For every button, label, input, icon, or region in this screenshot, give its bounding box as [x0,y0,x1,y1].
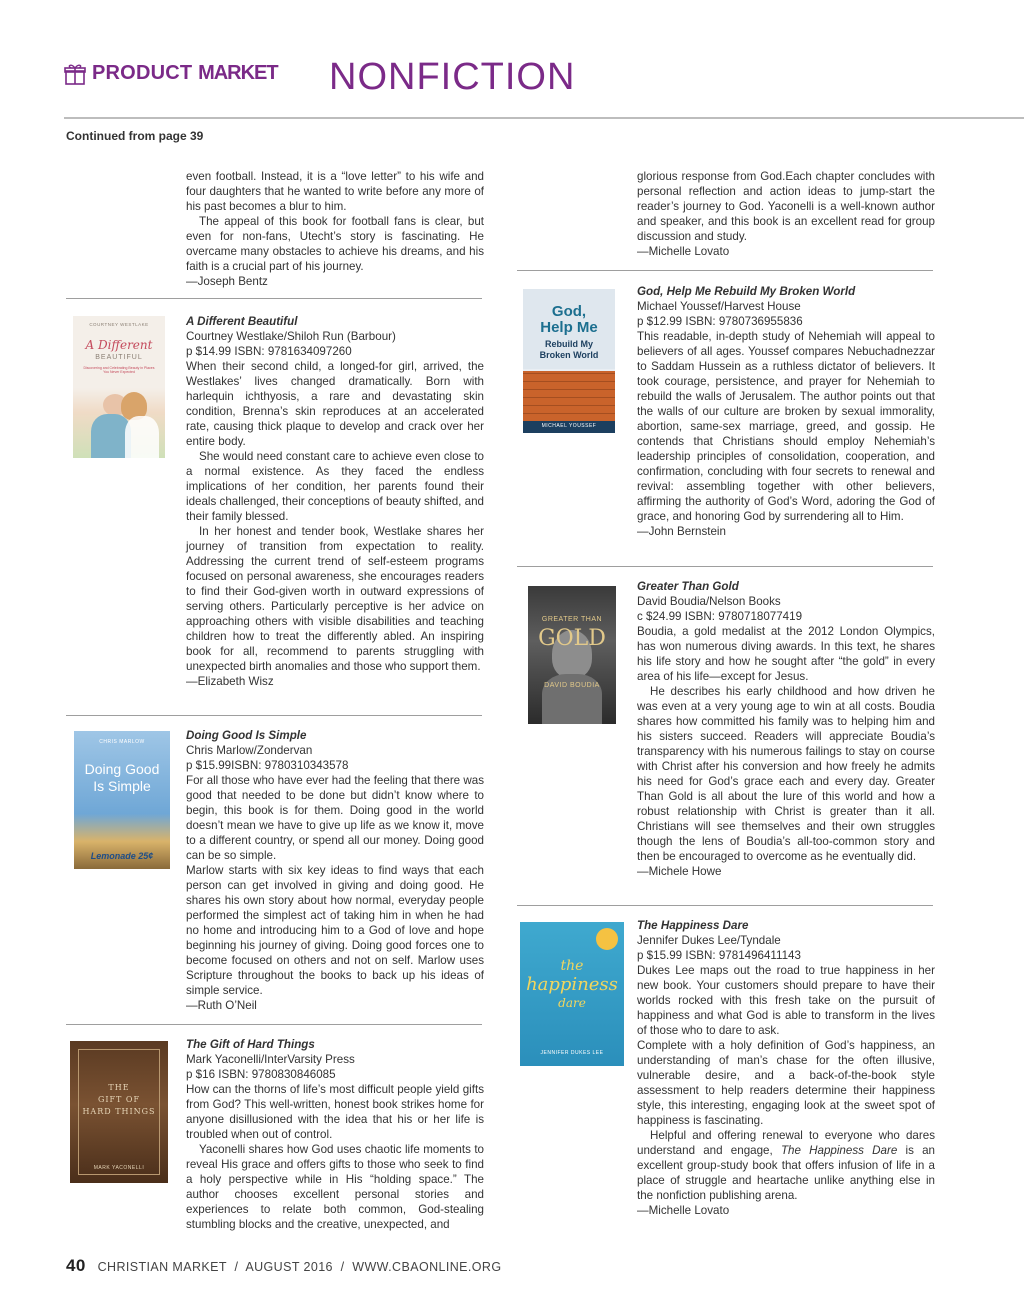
section-title: NONFICTION [329,56,576,98]
cover-title: GREATER THAN [541,616,603,623]
page-footer [66,1256,501,1276]
review-paragraph: glorious response from God.Each chapter concludes with personal reflection and action ideas to jump-start the reader’s journey to God. Yaconelli is a well-known author and speaker, and this book is an excellent read for group discussion and study. [637,170,935,243]
cover-title: Rebuild My [544,339,593,349]
reviewer-byline: —Elizabeth Wisz [186,675,274,688]
reviewer-byline: —Michelle Lovato [637,1204,730,1217]
review-paragraph: When their second child, a longed-for girl, arrived, the Westlakes’ lives changed dramatically. Born with harlequin ichthyosis, a rare and devastating skin condition, Brenna’s skin reproduces at an accelerated rate, causing thick plaque to develop and crack over her entire body. [186,360,484,448]
book-cover-god-help-me-rebuild [523,289,615,433]
brand-product: PRODUCT [92,62,193,84]
reviewer-byline: —Michele Howe [637,865,722,878]
review-paragraph: Marlow starts with six key ideas to find ways that each person can get involved in giving and doing good. He shares his own story about how normal, everyday people performed the simplest act of taking him in when he had no home and introducing him to a God of love and hope beginning his journey of giving. Doing good forces one to become focused on others and not on self. Marlow uses Scripture throughout the books to back up his ideas of simple service. [186,864,484,997]
book-price-isbn: p $15.99 ISBN: 9781496411143 [637,949,801,962]
left-intro-review [186,169,484,289]
book-cover-greater-than-gold [528,586,616,724]
book-price-isbn: p $14.99 ISBN: 9781634097260 [186,345,352,358]
cover-title: Broken World [539,350,599,360]
cover-title: GOLD [538,626,606,651]
book-price-isbn: p $15.99ISBN: 9780310343578 [186,759,349,772]
book-author-publisher: Mark Yaconelli/InterVarsity Press [186,1053,355,1066]
text-run-italic: The Happiness Dare [780,1144,898,1157]
cover-title: Is Simple [93,778,151,794]
cover-author: CHRIS MARLOW [99,739,145,745]
reviewer-byline: —John Bernstein [637,525,726,538]
cover-title: the [560,958,584,974]
cover-photo [73,388,165,458]
book-price-isbn: p $16 ISBN: 9780830846085 [186,1068,336,1081]
divider [517,566,933,567]
cover-title: God, [551,303,587,320]
review-paragraph: This readable, in-depth study of Nehemiah will appeal to believers of all ages. Youssef compares Nebuchadnezzar to Saddam Hussein as a ruthless dictator of believers. It took courage, persistence, and prayer for Nehemiah to rebuild the walls of Jerusalem. The author points out that the walls of our culture are broken by sexual immorality, abortion, same-sex marriage, greed, and gossip. He contends that Christians should employ Nehemiah’s leadership principles of consolidation, cooperation, and confirmation, concluding with four secrets to renewal and revival: assembling together with other believers, affirming the authority of God’s Word, adoring the God of grace, and honoring God by surrendering all to Him. [637,330,935,523]
reviewer-byline: —Michelle Lovato [637,245,730,258]
review-paragraph: In her honest and tender book, Westlake shares her journey of transition from expectation to reality. Addressing the current trend of self-esteem programs focused on personal awareness, she encourages readers to find their God-given worth in outward expressions of serving others. Particularly perceptive is her advice on approaching others with visible disabilities and teaching children how to treat the differently abled. An inspiring book for all, recommend to parents struggling with unexpected birth anomalies and those who support them. [186,525,484,673]
review-paragraph: Yaconelli shares how God uses chaotic life moments to reveal His grace and offers gifts to those who seek to find a holy perspective while in His “holding space.” The author chooses excellent personal stories and experiences to relate both common, God-stealing stumbling blocks and the creative, unexpected, and [186,1143,484,1231]
review-paragraph: even football. Instead, it is a “love letter” to his wife and four daughters that he wanted to write before any more of his past becomes a blur to him. [186,170,484,213]
header-divider [64,117,1024,119]
book-review-the-happiness-dare [637,918,935,1218]
book-author-publisher: Jennifer Dukes Lee/Tyndale [637,934,781,947]
right-intro-review [637,169,935,259]
cover-author: MARK YACONELLI [93,1165,145,1171]
review-paragraph [637,1128,935,1203]
book-cover-doing-good-is-simple [74,731,170,869]
cover-subtitle: Discovering and Celebrating Beauty in Places You Never Expected [83,366,155,374]
cover-author: COURTNEY WESTLAKE [89,322,149,327]
footer-text: CHRISTIAN MARKET / AUGUST 2016 / WWW.CBAONLINE.ORG [97,1260,502,1274]
book-title: The Happiness Dare [637,919,749,932]
cover-title: happiness [526,974,618,995]
divider [66,715,482,716]
book-cover-the-happiness-dare [520,922,624,1066]
brand-market: MARKET [198,62,278,84]
cover-title: GIFT OF [97,1095,141,1104]
cover-title: Help Me [540,319,598,336]
divider [517,905,933,906]
review-paragraph: Boudia, a gold medalist at the 2012 London Olympics, has won numerous diving awards. In this text, he shares his life story and how he sought after “the gold” in every area of his life—except for Jesus. [637,625,935,683]
book-title: Greater Than Gold [637,580,739,593]
review-paragraph: She would need constant care to achieve even close to a normal existence. As they faced the endless implications of her condition, her parents found their ideals challenged, their conceptions of beauty shifted, and their family blessed. [186,450,484,523]
cover-title: THE [108,1083,130,1092]
cover-sign: Lemonade 25¢ [90,851,154,861]
book-title: The Gift of Hard Things [186,1038,315,1051]
cover-title: Doing Good [84,761,160,777]
gift-icon [64,63,86,85]
book-author-publisher: Courtney Westlake/Shiloh Run (Barbour) [186,330,396,343]
review-paragraph: Complete with a holy definition of God’s happiness, an understanding of man’s chase for the often illusive, vulnerable desire, and a back-of-the-book style assessment to help readers determine their happiness style, this interesting, engaging look at the sweet spot of happiness is fascinating. [637,1039,935,1127]
review-paragraph: How can the thorns of life’s most difficult people yield gifts from God? This well-written, honest book strikes home for anyone disillusioned with the idea that his or her life is troubled when out of control. [186,1083,484,1141]
review-paragraph: For all those who have ever had the feeling that there was good that needed to be done but didn’t know where to begin, this book is for them. Doing good in the world doesn’t mean we have to give up life as we know it, move to a different country, or spend all our money. Doing good can be so simple. [186,774,484,862]
cover-author: MICHAEL YOUSSEF [541,423,597,429]
book-title: God, Help Me Rebuild My Broken World [637,285,856,298]
book-review-the-gift-of-hard-things [186,1037,484,1232]
divider [517,270,933,271]
text-run: Helpful and offering renewal to everyone who dares understand and engage, [637,1129,935,1157]
page-number: 40 [66,1256,86,1275]
page-header [64,56,1024,96]
cover-author: DAVID BOUDIA [544,682,600,689]
book-cover-a-different-beautiful [73,316,165,458]
book-review-doing-good-is-simple [186,728,484,1013]
review-paragraph: Dukes Lee maps out the road to true happiness in her new book. Your customers should prepare to have their worlds rocked with this fresh take on the pursuit of happiness and what God is able to transform in the lives of those who to dare to ask. [637,964,935,1037]
book-review-god-help-me-rebuild [637,284,935,539]
reviewer-byline: —Joseph Bentz [186,275,268,288]
book-review-greater-than-gold [637,579,935,879]
review-paragraph: The appeal of this book for football fans is clear, but even for non-fans, Utecht’s story is fascinating. He overcame many obstacles to achieve his dreams, and his faith is a crucial part of his journey. [186,215,484,273]
cover-title: A Different [85,338,153,352]
book-price-isbn: c $24.99 ISBN: 9780718077419 [637,610,803,623]
book-author-publisher: David Boudia/Nelson Books [637,595,781,608]
cover-title: HARD THINGS [82,1107,156,1116]
book-author-publisher: Michael Youssef/Harvest House [637,300,801,313]
brand-logo [92,62,278,85]
book-author-publisher: Chris Marlow/Zondervan [186,744,313,757]
cover-badge [596,928,618,950]
divider [66,298,482,299]
book-title: Doing Good Is Simple [186,729,307,742]
review-paragraph: He describes his early childhood and how driven he was even at a very young age to win at all costs. Boudia shares how committed his family was to helping him and his sisters succeed. Readers will appreciate Boudia’s transparency with his numerous failings to stay on course with Christ after his conversion and how freely he admits his need for God’s grace each and every day. Greater Than Gold is all about the lure of this world and how a robust relationship with Christ is greater than it all. Christians will see themselves and their own struggles though the lens of Boudia’s all-too-common story and then be encouraged to overcome as he eventually did. [637,685,935,863]
book-price-isbn: p $12.99 ISBN: 9780736955836 [637,315,803,328]
book-title: A Different Beautiful [186,315,298,328]
book-cover-the-gift-of-hard-things [70,1041,168,1183]
cover-title: BEAUTIFUL [95,354,143,361]
text-run: is an excellent group-study book that offers infusion of life in a place of struggle and heartache unlike anything else in the nonfiction publishing arena. [637,1144,935,1202]
book-review-a-different-beautiful [186,314,484,689]
divider [66,1024,482,1025]
cover-title: dare [558,996,586,1010]
cover-author: JENNIFER DUKES LEE [540,1050,604,1056]
reviewer-byline: —Ruth O’Neil [186,999,257,1012]
continued-note: Continued from page 39 [66,129,204,143]
